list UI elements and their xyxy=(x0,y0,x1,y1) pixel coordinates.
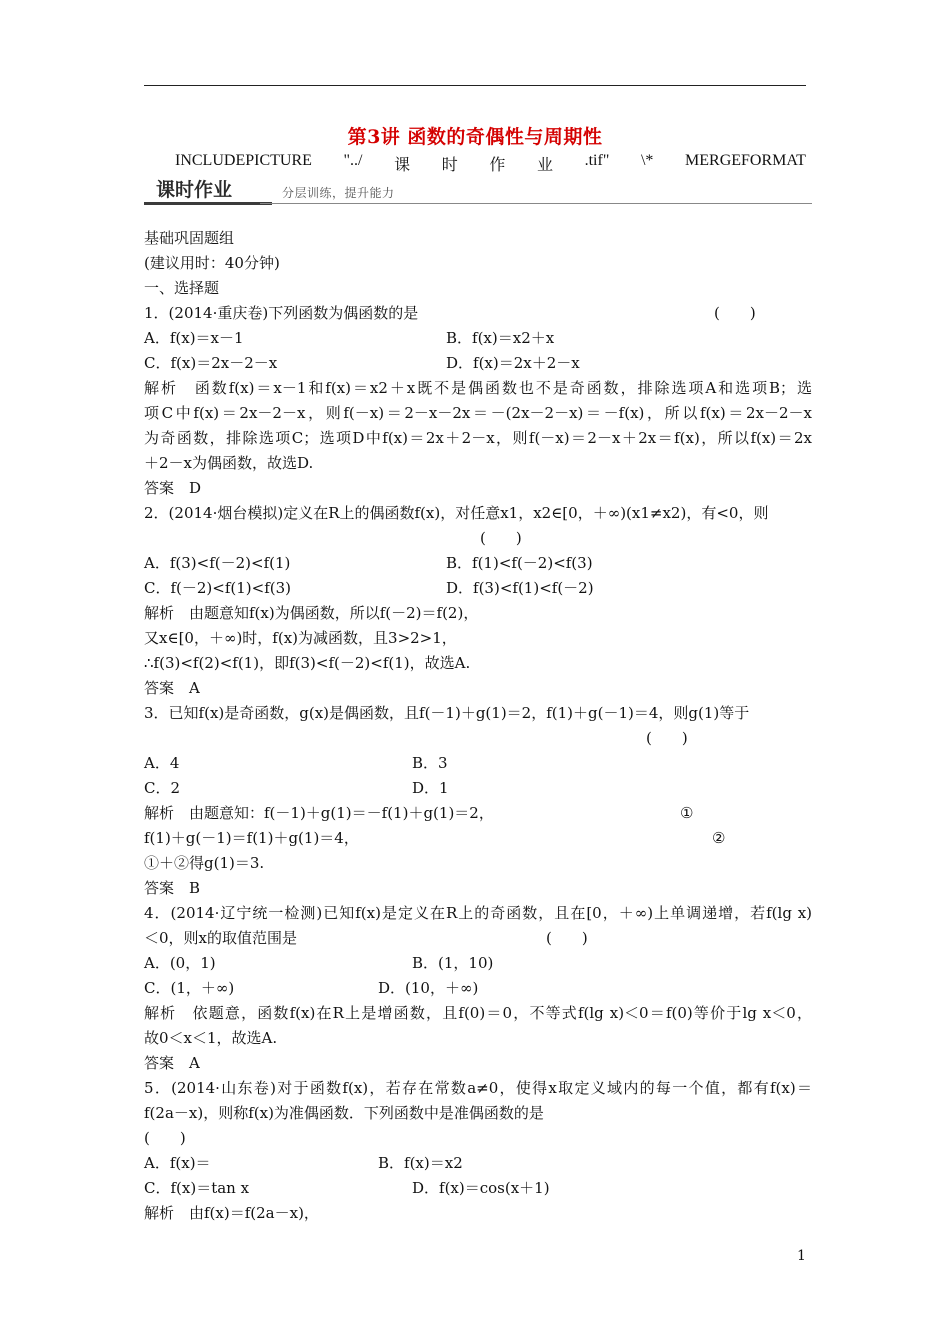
solution-text: 解析 由题意知：f(－1)＋g(1)＝－f(1)＋g(1)＝2， xyxy=(144,804,494,822)
options-row xyxy=(144,351,812,376)
banner-rule xyxy=(260,203,812,204)
answer-line: 答案 A xyxy=(144,1054,200,1072)
solution-line: 项C中f(x)＝2x－2－x，则f(－x)＝2－x－2x＝－(2x－2－x)＝－f(x)，所以f(x)＝2x－2－x xyxy=(144,404,812,422)
option-a: A．f(x)＝ xyxy=(144,1154,211,1172)
options-row xyxy=(144,326,812,351)
answer-paren-line xyxy=(144,726,812,751)
answer-paren-line xyxy=(144,526,812,551)
answer-paren: ( ) xyxy=(714,304,756,322)
header-rule xyxy=(144,85,806,86)
option-d: D．f(x)＝2x＋2－x xyxy=(446,354,580,372)
answer-paren: ( ) xyxy=(480,529,522,547)
option-b: B．(1，10) xyxy=(412,954,494,972)
option-d: D．f(3)<f(1)<f(－2) xyxy=(446,579,594,597)
options-row xyxy=(144,1176,812,1201)
section-heading: 一、选择题 xyxy=(144,279,220,297)
solution-line: ＋2－x为偶函数，故选D. xyxy=(144,454,314,472)
solution-line xyxy=(144,826,812,851)
options-row xyxy=(144,776,812,801)
solution-line: 解析 由题意知f(x)为偶函数，所以f(－2)＝f(2)， xyxy=(144,604,479,622)
include-part: 作 xyxy=(489,157,506,174)
options-row xyxy=(144,751,812,776)
include-field-code xyxy=(175,152,806,175)
exercise-content xyxy=(144,226,812,1226)
stem-text: 1．(2014·重庆卷)下列函数为偶函数的是 xyxy=(144,304,419,322)
options-row xyxy=(144,976,812,1001)
option-c: C．f(x)＝tan x xyxy=(144,1179,250,1197)
include-part: 课 xyxy=(394,157,411,174)
include-part: .tif" xyxy=(584,152,610,169)
question-2-stem: 2．(2014·烟台模拟)定义在R上的偶函数f(x)，对任意x1，x2∈[0，＋∞)(x1≠x2)，有<0，则 xyxy=(144,504,769,522)
option-d: D．1 xyxy=(412,779,449,797)
question-1-stem xyxy=(144,301,812,326)
option-b: B．f(1)<f(－2)<f(3) xyxy=(446,554,593,572)
equation-marker: ② xyxy=(712,829,726,847)
option-b: B．f(x)＝x2 xyxy=(378,1154,463,1172)
option-b: B．f(x)＝x2＋x xyxy=(446,329,555,347)
option-a: A．f(x)＝x－1 xyxy=(144,329,244,347)
option-c: C．f(－2)<f(1)<f(3) xyxy=(144,579,292,597)
answer-paren: ( ) xyxy=(144,1129,186,1147)
group-heading: 基础巩固题组 xyxy=(144,229,235,247)
solution-line: ∴f(3)<f(2)<f(1)，即f(3)<f(－2)<f(1)，故选A. xyxy=(144,654,471,672)
banner-subtitle: 分层训练，提升能力 xyxy=(282,186,395,200)
solution-text: f(1)＋g(－1)＝f(1)＋g(1)＝4， xyxy=(144,829,359,847)
include-part: 业 xyxy=(536,157,553,174)
solution-line: 解析 由f(x)＝f(2a－x)， xyxy=(144,1204,319,1222)
options-row xyxy=(144,576,812,601)
question-4-stem-cont xyxy=(144,926,812,951)
solution-line: 解析 函数f(x)＝x－1和f(x)＝x2＋x既不是偶函数也不是奇函数，排除选项A和选项B；选 xyxy=(144,379,812,397)
option-d: D．(10，＋∞) xyxy=(378,979,479,997)
answer-line: 答案 A xyxy=(144,679,200,697)
options-row xyxy=(144,951,812,976)
option-c: C．2 xyxy=(144,779,181,797)
answer-line: 答案 B xyxy=(144,879,201,897)
solution-line: 为奇函数，排除选项C；选项D中f(x)＝2x＋2－x，则f(－x)＝2－x＋2x＝f(x)，所以f(x)＝2x xyxy=(144,429,812,447)
question-5-stem: 5．(2014·山东卷)对于函数f(x)，若存在常数a≠0，使得x取定义域内的每一个值，都有f(x)＝ xyxy=(144,1079,812,1097)
question-5-stem-cont: f(2a－x)，则称f(x)为准偶函数．下列函数中是准偶函数的是 xyxy=(144,1104,544,1122)
include-part: 时 xyxy=(441,157,458,174)
options-row xyxy=(144,1151,812,1176)
answer-paren: ( ) xyxy=(646,729,688,747)
answer-line: 答案 D xyxy=(144,479,202,497)
time-suggestion: (建议用时：40分钟) xyxy=(144,254,280,272)
option-b: B．3 xyxy=(412,754,448,772)
solution-line xyxy=(144,801,812,826)
homework-banner xyxy=(144,178,812,208)
equation-marker: ① xyxy=(680,804,694,822)
solution-line: ①＋②得g(1)＝3. xyxy=(144,854,265,872)
options-row xyxy=(144,551,812,576)
stem-text: ＜0，则x的取值范围是 xyxy=(144,929,298,947)
include-part: "../ xyxy=(343,152,363,169)
question-3-stem: 3．已知f(x)是奇函数，g(x)是偶函数，且f(－1)＋g(1)＝2，f(1)＋g(－1)＝4，则g(1)等于 xyxy=(144,704,750,722)
option-d: D．f(x)＝cos(x＋1) xyxy=(412,1179,550,1197)
solution-line: 又x∈[0，＋∞)时，f(x)为减函数，且3>2>1， xyxy=(144,629,457,647)
question-4-stem: 4．(2014·辽宁统一检测)已知f(x)是定义在R上的奇函数，且在[0，＋∞)上单调递增，若f(lg x) xyxy=(144,904,812,922)
answer-paren: ( ) xyxy=(546,929,588,947)
include-part: \* xyxy=(640,152,654,169)
page-number: 1 xyxy=(797,1248,806,1264)
option-a: A．(0，1) xyxy=(144,954,216,972)
option-c: C．f(x)＝2x－2－x xyxy=(144,354,278,372)
solution-line: 解析 依题意，函数f(x)在R上是增函数，且f(0)＝0，不等式f(lg x)＜0＝f(0)等价于lg x＜0， xyxy=(144,1004,812,1022)
option-c: C．(1，＋∞) xyxy=(144,979,235,997)
option-a: A．4 xyxy=(144,754,180,772)
include-part: INCLUDEPICTURE xyxy=(175,152,312,169)
solution-line: 故0＜x＜1，故选A. xyxy=(144,1029,278,1047)
banner-label: 课时作业 xyxy=(144,178,272,205)
option-a: A．f(3)<f(－2)<f(1) xyxy=(144,554,291,572)
lesson-title: 第3讲 函数的奇偶性与周期性 xyxy=(347,126,603,148)
include-part: MERGEFORMAT xyxy=(685,152,806,169)
